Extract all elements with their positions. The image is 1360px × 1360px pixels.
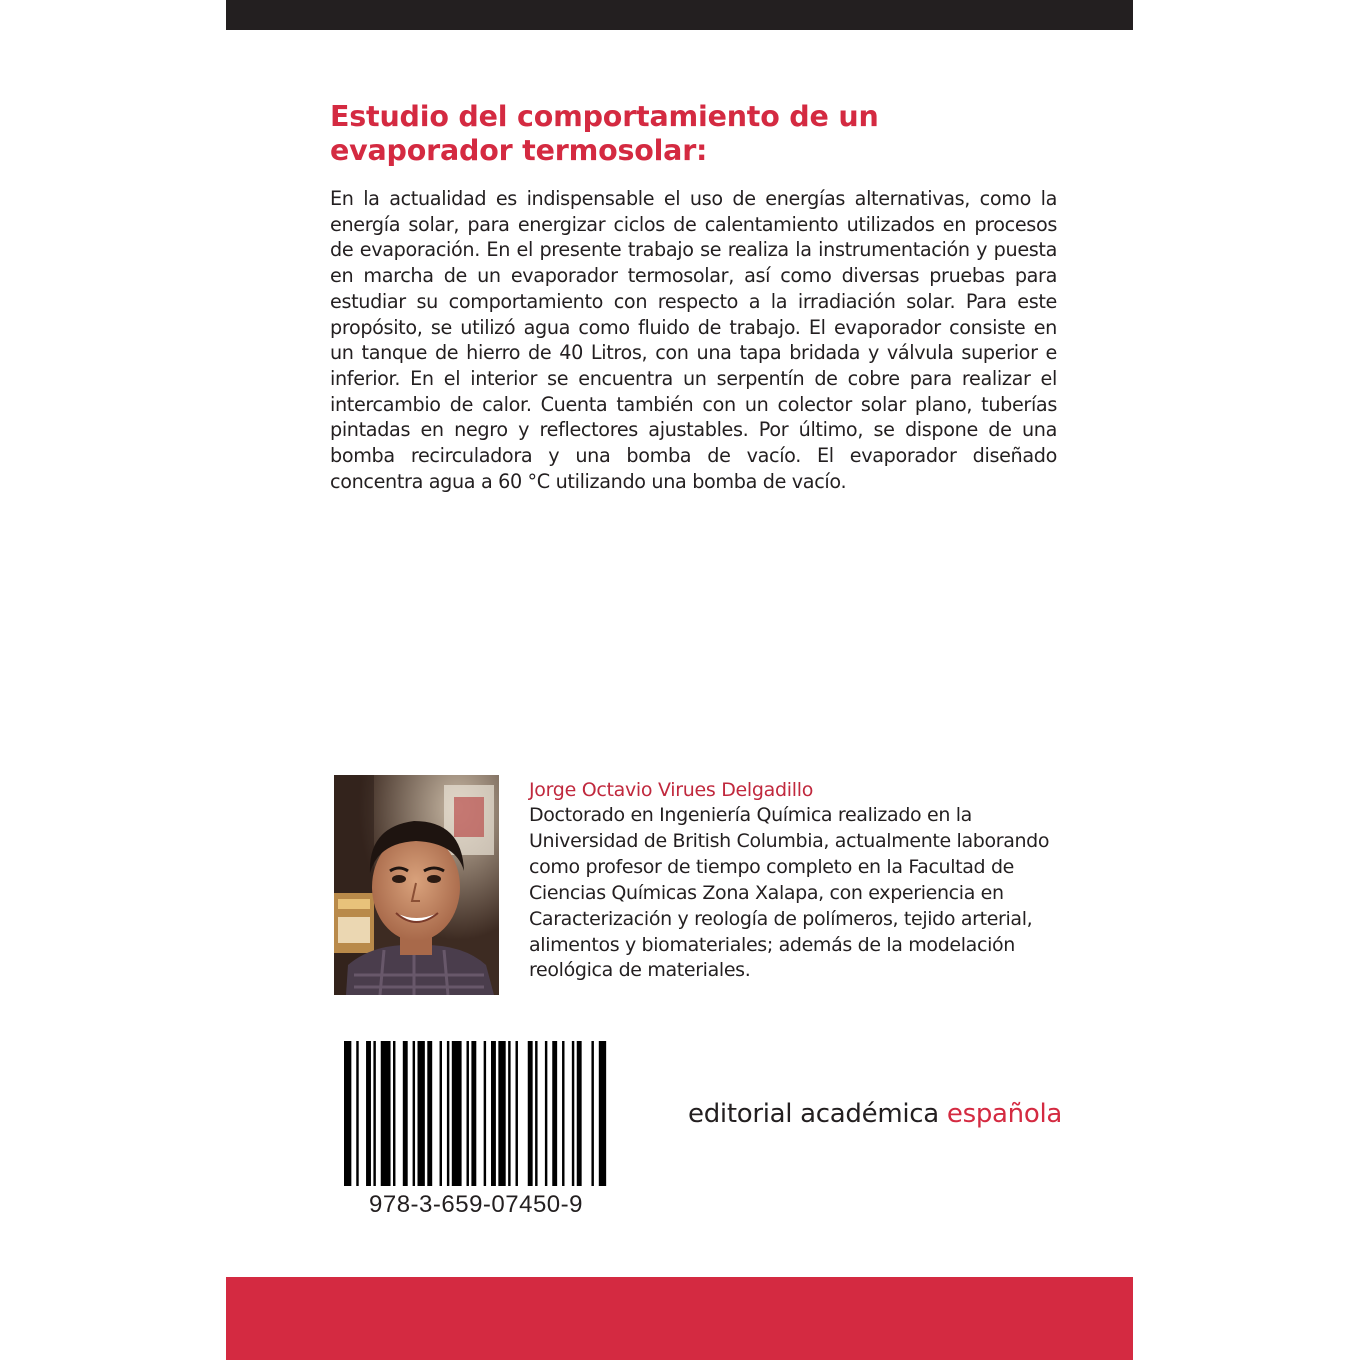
barcode-bar bbox=[552, 1041, 557, 1186]
barcode-bar bbox=[413, 1041, 415, 1186]
barcode-bar bbox=[393, 1041, 395, 1186]
book-title: Estudio del comportamiento de un evaporador termosolar: bbox=[330, 100, 879, 167]
barcode-bar bbox=[403, 1041, 408, 1186]
barcode-bar bbox=[471, 1041, 476, 1186]
author-bio: Doctorado en Ingeniería Química realizado en la Universidad de British Columbia, actualmente laborando como profesor de tiempo completo en la Facultad de Ciencias Químicas Zona Xalapa, con experiencia en Caracterización y reología de polímeros, tejido arterial, alimentos y biomateriales; además de la modelación reológica de materiales. bbox=[529, 804, 1050, 982]
barcode-bar bbox=[484, 1041, 486, 1186]
barcode-bar bbox=[366, 1041, 371, 1186]
barcode-bar bbox=[572, 1041, 574, 1186]
barcode-bar bbox=[467, 1041, 469, 1186]
barcode-bar bbox=[427, 1041, 432, 1186]
barcode-bar bbox=[516, 1041, 518, 1186]
bottom-bar bbox=[226, 1277, 1133, 1360]
barcode-bar bbox=[356, 1041, 358, 1186]
isbn-barcode bbox=[342, 1041, 610, 1186]
barcode-bar bbox=[599, 1041, 606, 1186]
barcode-bar bbox=[562, 1041, 564, 1186]
barcode-bar bbox=[447, 1041, 449, 1186]
isbn-number: 978-3-659-07450-9 bbox=[369, 1191, 583, 1218]
barcode-bar bbox=[491, 1041, 496, 1186]
barcode-bar bbox=[498, 1041, 505, 1186]
publisher-name: editorial académica bbox=[688, 1099, 939, 1129]
publisher-logo bbox=[662, 1094, 1062, 1134]
barcode-bar bbox=[591, 1041, 593, 1186]
barcode-bar bbox=[440, 1041, 442, 1186]
barcode-bar bbox=[344, 1041, 351, 1186]
barcode-bar bbox=[452, 1041, 462, 1186]
barcode-bar bbox=[381, 1041, 391, 1186]
book-back-cover bbox=[226, 0, 1133, 1360]
barcode-bar bbox=[577, 1041, 582, 1186]
barcode-bar bbox=[373, 1041, 375, 1186]
barcode-bar bbox=[535, 1041, 537, 1186]
top-bar bbox=[226, 0, 1133, 30]
barcode-bar bbox=[545, 1041, 547, 1186]
book-abstract: En la actualidad es indispensable el uso de energías alternativas, como la energía solar, para energizar ciclos de calentamiento utilizados en procesos de evaporación. En el presente trabajo se realiza la instrumentación y puesta en marcha de un evaporador termosolar, así como diversas pruebas para estudiar su comportamiento con respecto a la irradiación solar. Para este propósito, se utilizó agua como fluido de trabajo. El evaporador consiste en un tanque de hierro de 40 Litros, con una tapa bridada y válvula superior e inferior. En el interior se encuentra un serpentín de cobre para realizar el intercambio de calor. Cuenta también con un colector solar plano, tuberías pintadas en negro y reflectores ajustables. Por último, se dispone de una bomba recirculadora y una bomba de vacío. El evaporador diseñado concentra agua a 60 °C utilizando una bomba de vacío. bbox=[330, 187, 1057, 493]
barcode-bar bbox=[508, 1041, 510, 1186]
author-photo bbox=[334, 775, 499, 995]
barcode-bar bbox=[418, 1041, 425, 1186]
publisher-name-accent: española bbox=[946, 1099, 1062, 1129]
barcode-bar bbox=[528, 1041, 533, 1186]
author-name: Jorge Octavio Virues Delgadillo bbox=[529, 779, 814, 801]
